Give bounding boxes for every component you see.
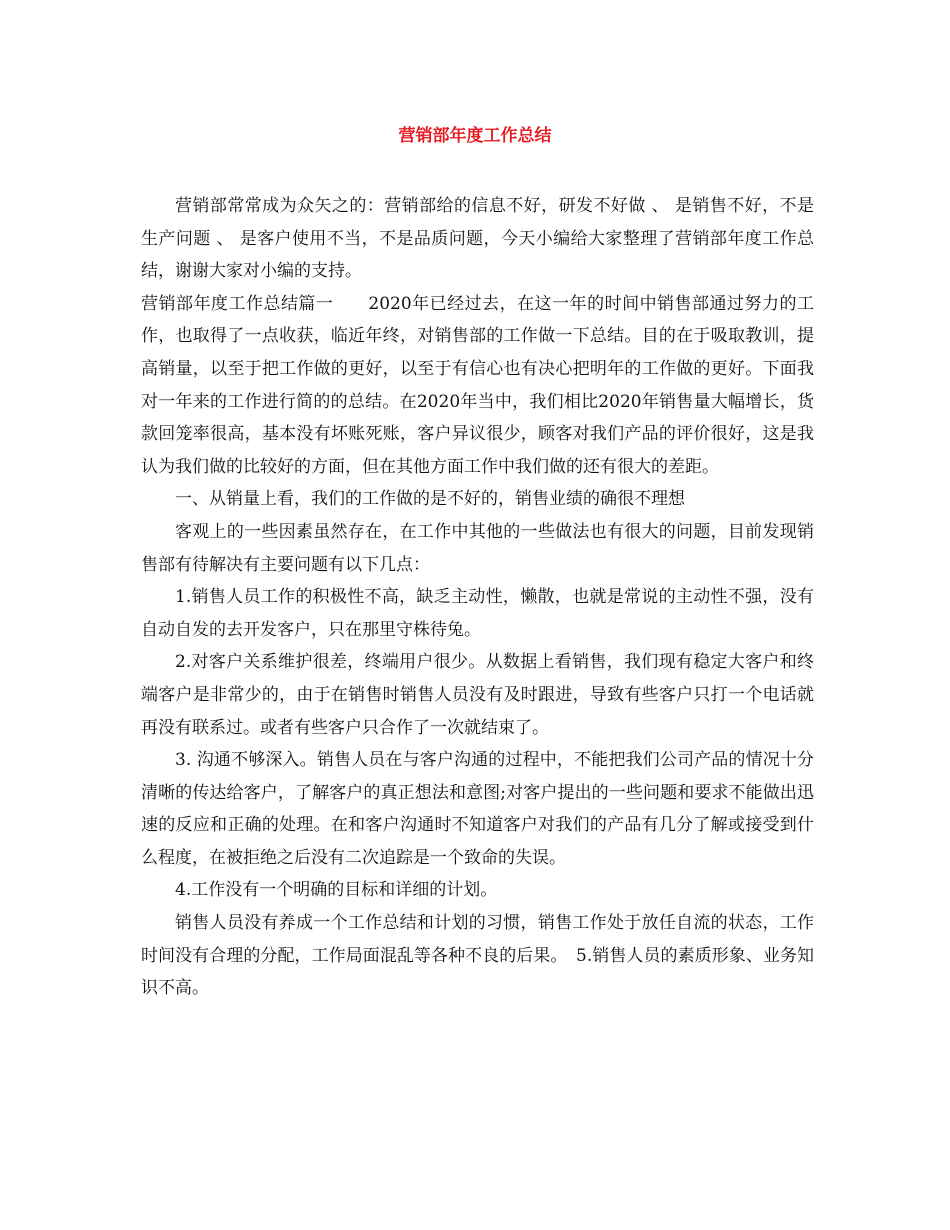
document-title: 营销部年度工作总结 (398, 126, 552, 146)
document-body (141, 190, 814, 1005)
habit-paragraph: 销售人员没有养成一个工作总结和计划的习惯，销售工作处于放任自流的状态，工作时间没有合理的分配，工作局面混乱等各种不良的后果。 5.销售人员的素质形象、业务知识不高。 (141, 913, 814, 999)
intro-paragraph: 营销部常常成为众矢之的：营销部给的信息不好，研发不好做 、 是销售不好，不是生产问题 、 是客户使用不当，不是品质问题，今天小编给大家整理了营销部年度工作总结，谢谢大家对小编的支持。 (141, 196, 814, 282)
section-one-paragraph: 营销部年度工作总结篇一 2020年已经过去，在这一年的时间中销售部通过努力的工作，也取得了一点收获，临近年终，对销售部的工作做一下总结。目的在于吸取教训，提高销量，以至于把工作做的更好，以至于有信心也有决心把明年的工作做的更好。下面我对一年来的工作进行简的的总结。在2020年当中，我们相比2020年销售量大幅增长，货款回笼率很高，基本没有坏账死账，客户异议很少，顾客对我们产品的评价很好，这是我认为我们做的比较好的方面，但在其他方面工作中我们做的还有很大的差距。 (141, 293, 814, 477)
issue-4-paragraph: 4.工作没有一个明确的目标和详细的计划。 (175, 880, 498, 901)
sales-heading-paragraph: 一、从销量上看，我们的工作做的是不好的，销售业绩的确很不理想 (175, 489, 685, 510)
issue-2-paragraph: 2.对客户关系维护很差，终端用户很少。从数据上看销售，我们现有稳定大客户和终端客户是非常少的，由于在销售时销售人员没有及时跟进，导致有些客户只打一个电话就再没有联系过。或者有些客户只合作了一次就结束了。 (141, 652, 814, 738)
issues-intro-paragraph: 客观上的一些因素虽然存在，在工作中其他的一些做法也有很大的问题，目前发现销售部有待解决有主要问题有以下几点： (141, 521, 814, 575)
issue-1-paragraph: 1.销售人员工作的积极性不高，缺乏主动性，懒散，也就是常说的主动性不强，没有自动自发的去开发客户，只在那里守株待兔。 (141, 587, 814, 640)
issue-3-paragraph: 3. 沟通不够深入。销售人员在与客户沟通的过程中，不能把我们公司产品的情况十分清晰的传达给客户，了解客户的真正想法和意图;对客户提出的一些问题和要求不能做出迅速的反应和正确的处理。在和客户沟通时不知道客户对我们的产品有几分了解或接受到什么程度，在被拒绝之后没有二次追踪是一个致命的失误。 (141, 750, 814, 868)
